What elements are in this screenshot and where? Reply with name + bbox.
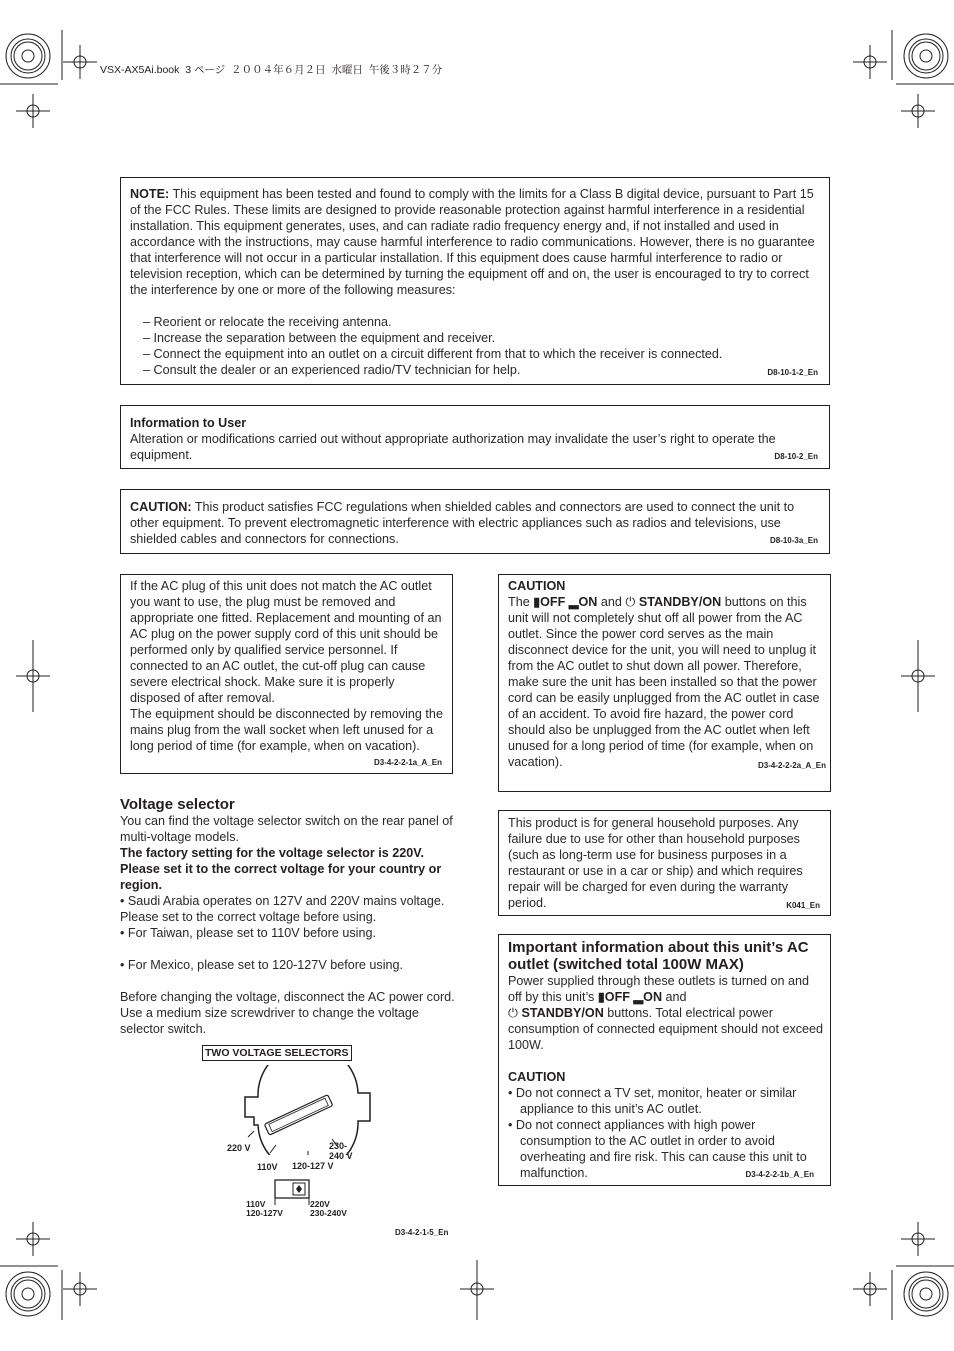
dial-label-230: 230- (329, 1141, 348, 1151)
list-item: – Reorient or relocate the receiving antenna. (143, 315, 392, 329)
dial-label-110: 110V (257, 1162, 278, 1172)
power-on-icon: ▂ (633, 990, 644, 1004)
voltage-heading: Voltage selector (120, 796, 235, 813)
voltage-intro: You can find the voltage selector switch on the rear panel of multi-voltage models. (120, 814, 453, 844)
power-off-icon: ▮ (533, 595, 541, 609)
text-run: Power supplied through these outlets is turned on and off by this unit’s (508, 974, 810, 1004)
slide-label-230: 230-240V (310, 1208, 347, 1218)
registration-sunburst-icon (904, 1272, 948, 1316)
power-on-icon: ▂ (568, 595, 579, 609)
registration-sunburst-icon (6, 1272, 50, 1316)
slide-switch-diagram (265, 1178, 345, 1208)
on-label: ON (643, 990, 663, 1004)
registration-sunburst-icon (904, 34, 948, 78)
caution-body: This product satisfies FCC regulations when shielded cables and connectors are used to connect the unit to other equipment. To prevent electromagnetic interference with electric appliances such as radios and televisions, use shielded cables and connectors for connections. (130, 500, 795, 546)
fcc-note-box (120, 177, 830, 385)
text-run: and (597, 595, 626, 609)
list-item: – Connect the equipment into an outlet on a circuit different from that to which the receiver is connected. (143, 347, 723, 361)
crosshair-icon (16, 94, 50, 128)
list-item: • Do not connect a TV set, monitor, heater or similar appliance to this unit’s AC outlet. (508, 1086, 797, 1116)
slide-label-220: 220V (310, 1199, 330, 1209)
info-title: Information to User (130, 416, 247, 430)
info-to-user-box (120, 405, 830, 469)
fcc-caution-box (120, 489, 830, 554)
diagram-title: TWO VOLTAGE SELECTORS (202, 1045, 352, 1061)
doc-code: D3-4-2-2-2a_A_En (757, 761, 826, 770)
info-body: Alteration or modifications carried out without appropriate authorization may invalidate the user’s right to operate the equipment. (130, 432, 776, 462)
household-use-box (498, 810, 831, 916)
standby-label: STANDBY/ON (521, 1006, 604, 1020)
off-label: OFF (604, 990, 634, 1004)
text-run: buttons. Total electrical power consumption of connected equipment should not exceed 100W. (508, 1006, 824, 1052)
on-label: ON (578, 595, 598, 609)
crosshair-icon (853, 45, 887, 79)
note-measures-list (130, 314, 822, 378)
doc-code: D3-4-2-2-1b_A_En (745, 1170, 814, 1179)
doc-code: D8-10-2_En (774, 452, 818, 461)
list-item: – Increase the separation between the equipment and receiver. (143, 331, 496, 345)
disconnect-text: The equipment should be disconnected by removing the mains plug from the wall socket when left unused for a long period of time (for example, when on vacation). (130, 707, 443, 753)
caution-title: CAUTION (508, 579, 566, 593)
voltage-dial-diagram (240, 1065, 400, 1155)
doc-code: D8-10-1-2_En (767, 368, 818, 377)
standby-label: STANDBY/ON (638, 595, 722, 609)
doc-code: D3-4-2-2-1a_A_En (373, 758, 442, 767)
ac-plug-box (120, 574, 453, 774)
outlet-heading: Important information about this unit’s AC outlet (switched total 100W MAX) (508, 939, 809, 973)
household-text: This product is for general household purposes. Any failure due to use for other than household purposes (such as long-term use for business purposes in a restaurant or use in a car or ship) and which requires repair will be charged for even during the warranty period. (508, 816, 803, 910)
text-run: and (662, 990, 687, 1004)
power-caution-box (498, 574, 831, 792)
doc-code: D8-10-3a_En (769, 536, 818, 545)
ac-plug-text: If the AC plug of this unit does not match the AC outlet you want to use, the plug must be removed and appropriate one fitted. Replacement and mounting of an AC plug on the power supply cord of this unit should be performed only by qualified service personnel. If connected to an AC outlet, the cut-off plug can cause severe electrical shock. Make sure it is properly disposed of after removal. (130, 579, 442, 705)
list-item: • Saudi Arabia operates on 127V and 220V mains voltage. Please set to the correct voltage before using. (120, 894, 445, 924)
slide-label-110: 110V (246, 1199, 266, 1209)
standby-icon: ⏻ (625, 595, 636, 609)
list-item: • Do not connect appliances with high power consumption to the AC outlet in order to avoid overheating and fire risk. This can cause this unit to malfunction. (508, 1118, 807, 1180)
slide-label-120: 120-127V (246, 1208, 283, 1218)
outlet-text (508, 973, 826, 1053)
outlet-caution-title: CAUTION (508, 1070, 566, 1084)
standby-icon: ⏻ (508, 1006, 518, 1020)
text-run: The (508, 595, 534, 609)
dial-label-120: 120-127 V (292, 1161, 334, 1171)
voltage-factory-note: The factory setting for the voltage selector is 220V. Please set it to the correct voltage for your country or region. (120, 846, 442, 892)
list-item: – Consult the dealer or an experienced radio/TV technician for help. (143, 363, 521, 377)
dial-label-240: 240 V (329, 1151, 353, 1161)
crosshair-icon (901, 1222, 935, 1256)
file-header: VSX-AX5Ai.book 3 ページ ２００４年６月２日 水曜日 午後３時２７分 (100, 64, 443, 76)
off-label: OFF (540, 595, 569, 609)
crosshair-icon (853, 1272, 887, 1306)
doc-code: D3-4-2-1-5_En (395, 1228, 449, 1237)
caution-power-text (508, 594, 826, 770)
caution-power-body: buttons on this unit will not completely shut off all power from the AC outlet. Since the power cord serves as the main disconnect device for the unit, you will need to unplug it from the AC outlet to shut down all power. Therefore, make sure the unit has been installed so that the power cord can be easily unplugged from the AC outlet in case of an accident. To avoid fire hazard, the power cord should also be unplugged from the AC outlet when left unused for a long period of time (for example, when on vacation). (508, 595, 820, 769)
doc-code: K041_En (786, 901, 820, 910)
note-lead: NOTE: (130, 187, 170, 201)
registration-sunburst-icon (6, 34, 50, 78)
crosshair-icon (16, 1222, 50, 1256)
list-item: • For Mexico, please set to 120-127V before using. (120, 958, 404, 972)
caution-lead: CAUTION: (130, 500, 192, 514)
voltage-selector-section (120, 796, 455, 1037)
fcc-note-text (130, 186, 822, 298)
ac-outlet-box (498, 934, 831, 1186)
crosshair-icon (901, 94, 935, 128)
crosshair-icon (63, 1272, 97, 1306)
power-off-icon: ▮ (597, 990, 605, 1004)
crosshair-icon (63, 45, 97, 79)
note-body: This equipment has been tested and found to comply with the limits for a Class B digital device, pursuant to Part 15 of the FCC Rules. These limits are designed to provide reasonable protection against harmful interference in a residential installation. This equipment generates, uses, and can radiate radio frequency energy and, if not installed and used in accordance with the instructions, may cause harmful interference to radio communications. However, there is no guarantee that interference will not occur in a particular installation. If this equipment does cause harmful interference to radio or television reception, which can be determined by turning the equipment off and on, the user is encouraged to try to correct the interference by one or more of the following measures: (130, 187, 815, 297)
list-item: • For Taiwan, please set to 110V before using. (120, 926, 376, 940)
voltage-before-text: Before changing the voltage, disconnect the AC power cord. Use a medium size screwdriver to change the voltage selector switch. (120, 990, 455, 1036)
dial-label-220: 220 V (227, 1143, 251, 1153)
